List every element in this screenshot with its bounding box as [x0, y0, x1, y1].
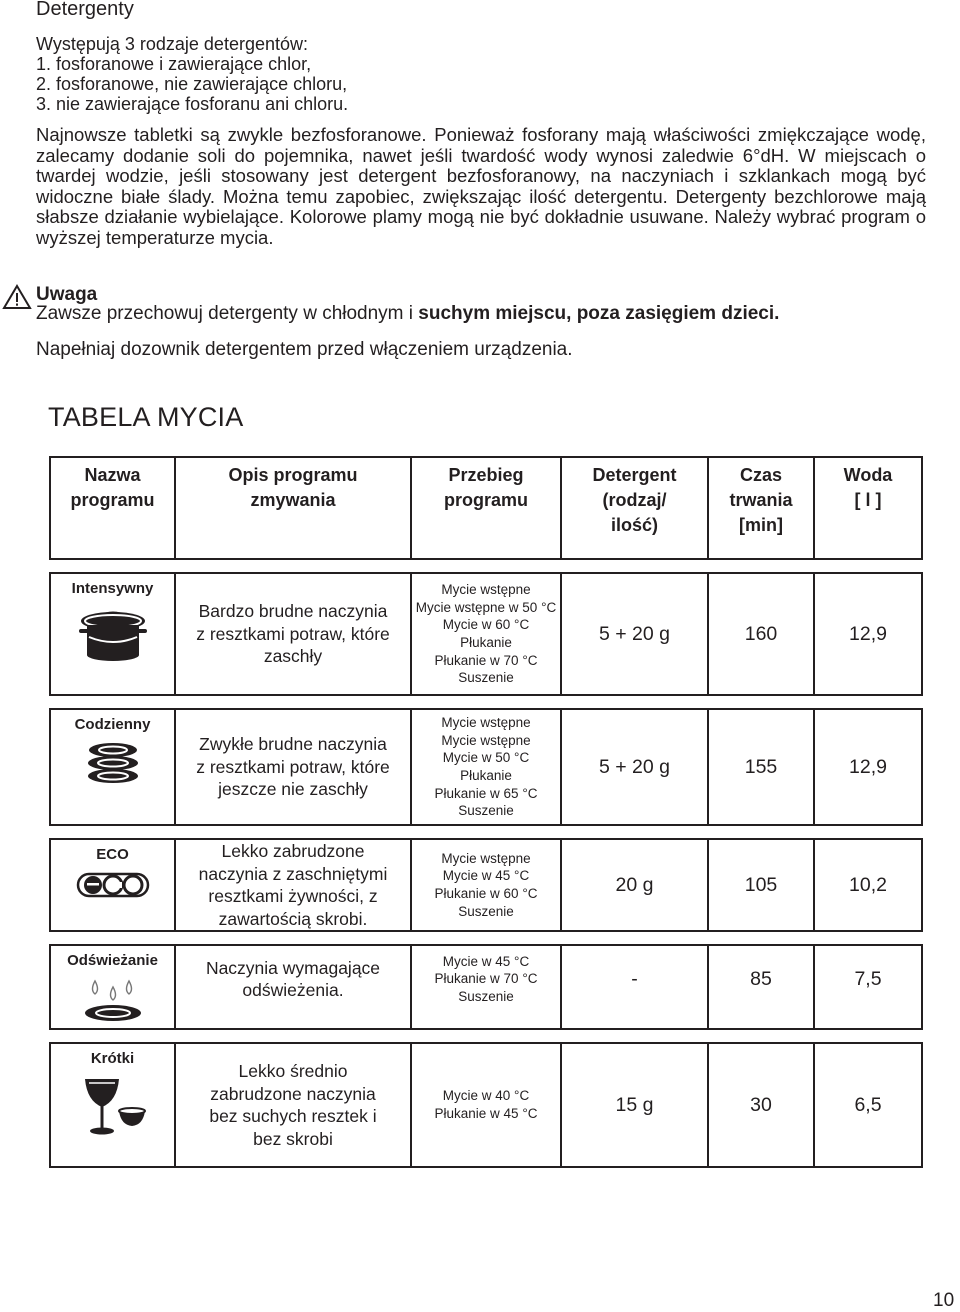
- detergent-amount-cell: [561, 839, 708, 931]
- water-liters-cell: [814, 839, 922, 931]
- program-steps: [412, 574, 560, 694]
- detergent-amount-wrap: [562, 946, 707, 1012]
- program-name-cell: [50, 839, 175, 931]
- program-step: Mycie w 45 °C: [442, 868, 530, 884]
- intro-line: 1. fosforanowe i zawierające chlor,: [36, 54, 312, 74]
- duration-minutes: 155: [744, 755, 778, 778]
- program-description: Lekko średnio zabrudzone naczynia bez suchych resztek i bez skrobi: [209, 1061, 377, 1149]
- program-description-cell: [175, 709, 411, 825]
- program-step: Mycie wstępne: [441, 582, 531, 598]
- program-steps: [412, 840, 560, 930]
- detergent-amount-cell: [561, 945, 708, 1029]
- program-description-wrap: [176, 1044, 410, 1166]
- detergent-amount-wrap: [562, 1044, 707, 1166]
- program-description-wrap: [176, 710, 410, 824]
- program-step: Mycie wstępne: [441, 715, 531, 731]
- water-liters-wrap: [815, 840, 921, 930]
- detergent-amount: -: [631, 967, 638, 990]
- program-name: Codzienny: [74, 716, 151, 733]
- detergent-amount-wrap: [562, 840, 707, 930]
- eco-icon: [51, 871, 174, 904]
- program-step: Suszenie: [458, 903, 514, 919]
- wash-program-table: [49, 456, 923, 1168]
- duration-minutes-wrap: [709, 840, 813, 930]
- program-step: Suszenie: [458, 803, 514, 819]
- water-liters-wrap: [815, 574, 921, 694]
- table-row-spacer: [50, 695, 922, 709]
- program-step: Mycie w 50 °C: [442, 750, 530, 766]
- duration-minutes-cell: [708, 1043, 814, 1167]
- program-name-cell: [50, 709, 175, 825]
- row-spacer-cell: [50, 825, 922, 839]
- program-step: Mycie w 40 °C: [442, 1088, 530, 1104]
- header-duration: Czas trwania [min]: [708, 457, 814, 559]
- program-description-wrap: [176, 946, 410, 1012]
- detergent-amount-cell: [561, 573, 708, 695]
- table-body: [50, 559, 922, 1167]
- program-step: Suszenie: [458, 988, 514, 1004]
- program-description: Naczynia wymagające odświeżenia.: [205, 957, 381, 1000]
- table-row-spacer: [50, 825, 922, 839]
- warning-text: [36, 303, 779, 325]
- program-description-wrap: [176, 840, 410, 930]
- detergent-amount-wrap: [562, 710, 707, 824]
- program-step: Mycie wstępne w 50 °C: [415, 599, 557, 615]
- program-step: Płukanie: [460, 768, 512, 783]
- row-spacer-cell: [50, 559, 922, 573]
- table-title: TABELA MYCIA: [48, 402, 244, 432]
- detergent-amount: 20 g: [615, 873, 654, 896]
- warning-text-normal: Zawsze przechowuj detergenty w chłodnym i: [36, 303, 419, 324]
- refresh-drops-plate-icon: [51, 977, 174, 1028]
- program-name: Intensywny: [71, 580, 154, 597]
- program-description: Lekko zabrudzone naczynia z zaschniętymi resztkami żywności, z zawartością skrobi.: [198, 841, 388, 929]
- duration-minutes-cell: [708, 945, 814, 1029]
- program-step: Mycie w 60 °C: [442, 617, 530, 633]
- header-program-course: Przebieg programu: [411, 457, 561, 559]
- program-name-cell: [50, 573, 175, 695]
- warning-text-bold: suchym miejscu, poza zasięgiem dzieci.: [418, 303, 780, 324]
- program-description: Bardzo brudne naczynia z resztkami potraw, które zaschły: [196, 601, 390, 667]
- program-steps: [412, 1044, 560, 1166]
- program-description: Zwykłe brudne naczynia z resztkami potraw, które jeszcze nie zaschły: [196, 734, 390, 800]
- program-step: Płukanie w 65 °C: [434, 785, 538, 801]
- program-steps-cell: [411, 709, 561, 825]
- water-liters: 6,5: [854, 1093, 882, 1116]
- table-row-spacer: [50, 931, 922, 945]
- program-name: ECO: [96, 846, 129, 863]
- table-header-row: [50, 457, 922, 559]
- daily-plates-icon: [51, 741, 174, 790]
- program-name-cell: [50, 1043, 175, 1167]
- intro-line: Występują 3 rodzaje detergentów:: [36, 34, 308, 54]
- program-steps-cell: [411, 945, 561, 1029]
- program-name-cell: [50, 945, 175, 1029]
- program-steps: [412, 946, 560, 1012]
- detergent-amount: 5 + 20 g: [598, 755, 671, 778]
- table-row-spacer: [50, 1029, 922, 1043]
- program-description-cell: [175, 839, 411, 931]
- water-liters-wrap: [815, 1044, 921, 1166]
- detergent-amount-cell: [561, 709, 708, 825]
- water-liters: 7,5: [854, 967, 882, 990]
- water-liters: 10,2: [849, 873, 887, 896]
- duration-minutes-wrap: [709, 946, 813, 1012]
- program-description-wrap: [176, 574, 410, 694]
- row-spacer-cell: [50, 1029, 922, 1043]
- table-row: [50, 1043, 922, 1167]
- water-liters-cell: [814, 945, 922, 1029]
- water-liters-wrap: [815, 946, 921, 1012]
- program-step: Mycie w 45 °C: [442, 953, 530, 969]
- program-step: Mycie wstępne: [441, 732, 531, 748]
- program-steps-cell: [411, 1043, 561, 1167]
- program-step: Płukanie w 45 °C: [434, 1106, 538, 1121]
- detergent-amount-cell: [561, 1043, 708, 1167]
- program-step: Suszenie: [458, 670, 514, 686]
- intensive-pot-icon: [51, 605, 174, 668]
- program-name: Krótki: [90, 1050, 135, 1067]
- program-description-cell: [175, 945, 411, 1029]
- duration-minutes: 85: [750, 967, 772, 990]
- program-step: Płukanie w 70 °C: [434, 971, 538, 987]
- program-steps-cell: [411, 573, 561, 695]
- water-liters-cell: [814, 709, 922, 825]
- warning-triangle-icon: [2, 284, 32, 310]
- duration-minutes: 30: [750, 1093, 772, 1116]
- water-liters-cell: [814, 573, 922, 695]
- water-liters-wrap: [815, 710, 921, 824]
- program-step: Mycie wstępne: [441, 850, 531, 866]
- water-liters: 12,9: [849, 755, 887, 778]
- table-row: [50, 945, 922, 1029]
- fill-dispenser-note: Napełniaj dozownik detergentem przed włączeniem urządzenia.: [36, 339, 573, 360]
- header-detergent: Detergent (rodzaj/ ilość): [561, 457, 708, 559]
- header-program-description: Opis programu zmywania: [175, 457, 411, 559]
- program-description-cell: [175, 573, 411, 695]
- detergent-amount: 15 g: [615, 1093, 654, 1116]
- row-spacer-cell: [50, 931, 922, 945]
- program-steps-cell: [411, 839, 561, 931]
- header-water: Woda [ l ]: [814, 457, 922, 559]
- duration-minutes-cell: [708, 573, 814, 695]
- intro-line: 3. nie zawierające fosforanu ani chloru.: [36, 94, 349, 114]
- page-number: 10: [933, 1290, 955, 1311]
- duration-minutes: 105: [744, 873, 778, 896]
- row-spacer-cell: [50, 695, 922, 709]
- detergent-types-list: [36, 34, 936, 114]
- warning-title: Uwaga: [36, 284, 98, 305]
- program-step: Płukanie w 70 °C: [434, 652, 538, 668]
- intro-line: 2. fosforanowe, nie zawierające chloru,: [36, 74, 348, 94]
- table-row: [50, 709, 922, 825]
- section-heading: Detergenty: [36, 0, 134, 20]
- detergent-amount: 5 + 20 g: [598, 622, 671, 645]
- duration-minutes-wrap: [709, 710, 813, 824]
- program-step: Płukanie w 60 °C: [434, 886, 538, 901]
- duration-minutes-cell: [708, 839, 814, 931]
- table-row: [50, 573, 922, 695]
- detergent-amount-wrap: [562, 574, 707, 694]
- detergent-paragraph: Najnowsze tabletki są zwykle bezfosforanowe. Ponieważ fosforany mają właściwości zmiękczające wodę, zalecamy dodanie soli do pojemnika, nawet jeśli twardość wody wynosi zaledwie 6°dH. W miejscach o twardej wodzie, jeśli stosowany jest detergent bezfosforanowy, na naczyniach i szklankach mogą być widoczne białe ślady. Można temu zapobiec, zwiększając ilość detergentu. Detergenty bezchlorowe mają słabsze działanie wybielające. Kolorowe plamy mogą nie być dokładnie usuwane. Należy wybrać program o wyższej temperaturze mycia.: [36, 124, 926, 248]
- water-liters: 12,9: [849, 622, 887, 645]
- table-row-spacer: [50, 559, 922, 573]
- duration-minutes-wrap: [709, 574, 813, 694]
- header-program-name: Nazwa programu: [50, 457, 175, 559]
- program-step: Płukanie: [460, 635, 512, 650]
- duration-minutes-wrap: [709, 1044, 813, 1166]
- table-row: [50, 839, 922, 931]
- glass-bowl-icon: [51, 1075, 174, 1144]
- water-liters-cell: [814, 1043, 922, 1167]
- program-name: Odświeżanie: [67, 952, 158, 969]
- duration-minutes: 160: [744, 622, 778, 645]
- program-steps: [412, 710, 560, 824]
- duration-minutes-cell: [708, 709, 814, 825]
- program-description-cell: [175, 1043, 411, 1167]
